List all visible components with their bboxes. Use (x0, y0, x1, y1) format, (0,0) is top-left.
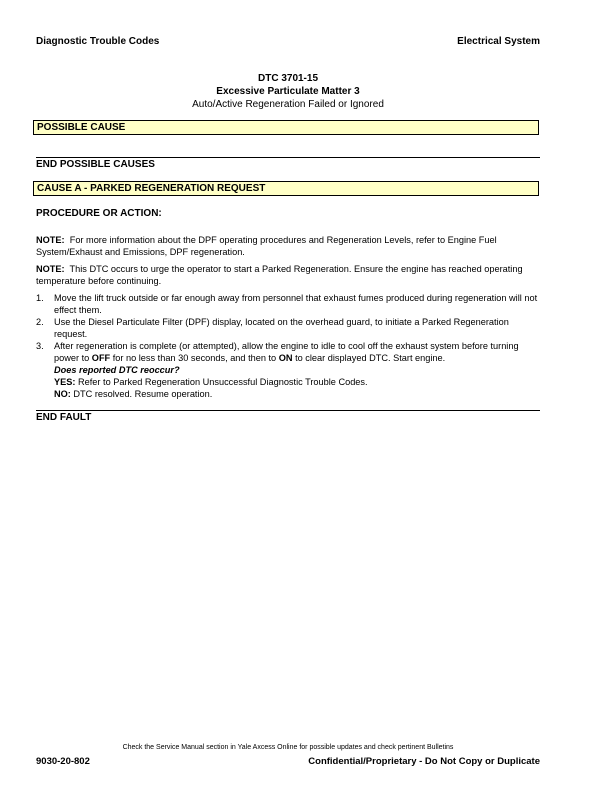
no-answer (54, 388, 540, 400)
note-text: For more information about the DPF operating procedures and Regeneration Levels, refer to Engine Fuel System/Exhaust and Emissions, DPF regeneration. (36, 235, 497, 257)
possible-cause-box: POSSIBLE CAUSE (33, 120, 539, 135)
yes-label: YES: (54, 377, 76, 387)
off-keyword: OFF (91, 353, 111, 363)
step-number: 2. (36, 317, 44, 327)
end-possible-causes: END POSSIBLE CAUSES (36, 159, 155, 170)
step-1 (36, 292, 540, 316)
title-block (36, 72, 540, 111)
divider (36, 157, 540, 158)
step-text: After regeneration is complete (or attempted), allow the engine to idle to cool off the exhaust system before turning power to (54, 341, 519, 363)
step-number: 1. (36, 293, 44, 303)
end-fault: END FAULT (36, 412, 92, 423)
doc-number: 9030-20-802 (36, 756, 90, 767)
footer-note: Check the Service Manual section in Yale Axcess Online for possible updates and check pertinent Bulletins (122, 744, 454, 751)
yes-answer (54, 376, 540, 388)
divider (36, 410, 540, 411)
no-label: NO: (54, 389, 71, 399)
step-number: 3. (36, 341, 44, 351)
procedure-heading: PROCEDURE OR ACTION: (36, 208, 162, 219)
step-text: Use the Diesel Particulate Filter (DPF) display, located on the overhead guard, to initiate a Parked Regeneration request. (54, 317, 509, 339)
header-right: Electrical System (457, 36, 540, 47)
confidential-notice: Confidential/Proprietary - Do Not Copy or Duplicate (308, 756, 540, 767)
step-text: for no less than 30 seconds, and then to (110, 353, 279, 363)
note-text: This DTC occurs to urge the operator to start a Parked Regeneration. Ensure the engine has reached operating temperature before continuing. (36, 264, 523, 286)
note-2 (36, 263, 540, 287)
question: Does reported DTC reoccur? (54, 365, 180, 375)
note-1 (36, 234, 540, 258)
procedure-steps (36, 292, 540, 400)
dtc-code: DTC 3701-15 (257, 73, 319, 84)
on-keyword: ON (278, 353, 293, 363)
step-3 (36, 340, 540, 400)
step-text: Move the lift truck outside or far enough away from personnel that exhaust fumes produced during regeneration will not effect them. (54, 293, 538, 315)
note-label: NOTE: (36, 264, 65, 274)
no-text: DTC resolved. Resume operation. (70, 389, 213, 399)
step-text: to clear displayed DTC. Start engine. (292, 353, 446, 363)
step-2 (36, 316, 540, 340)
cause-a-box: CAUSE A - PARKED REGENERATION REQUEST (33, 181, 539, 196)
dtc-subtitle: Auto/Active Regeneration Failed or Ignored (192, 99, 384, 110)
dtc-name: Excessive Particulate Matter 3 (216, 86, 360, 97)
yes-text: Refer to Parked Regeneration Unsuccessful Diagnostic Trouble Codes. (75, 377, 368, 387)
note-label: NOTE: (36, 235, 65, 245)
header-left: Diagnostic Trouble Codes (36, 36, 160, 47)
